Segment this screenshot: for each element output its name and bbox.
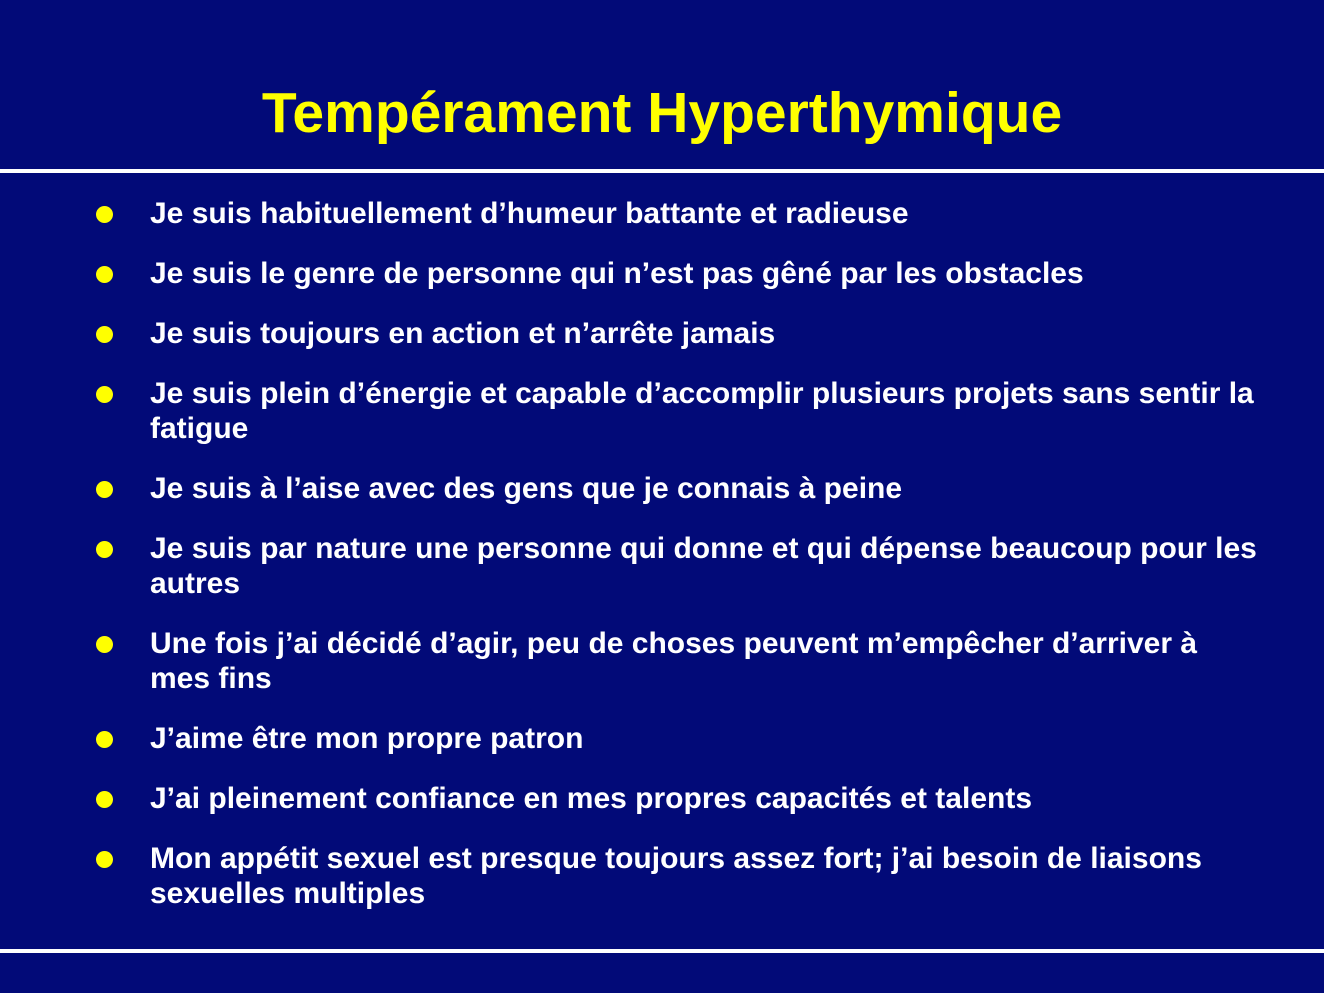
bullet-item (0, 531, 1324, 601)
bullet-item (0, 721, 1324, 756)
bullet-item (0, 471, 1324, 506)
bullet-dot-icon (96, 636, 113, 653)
bullet-text: Je suis toujours en action et n’arrête jamais (150, 317, 776, 350)
bullet-dot-icon (96, 541, 113, 558)
bullet-dot-icon (96, 386, 113, 403)
bullet-text: Je suis le genre de personne qui n’est pas gêné par les obstacles (150, 257, 1084, 290)
top-divider (0, 169, 1324, 173)
bullet-text: Je suis plein d’énergie et capable d’accomplir plusieurs projets sans sentir la fatigue (150, 377, 1254, 445)
bullet-text: J’ai pleinement confiance en mes propres capacités et talents (150, 782, 1032, 815)
bullet-item (0, 626, 1324, 696)
bullet-dot-icon (96, 326, 113, 343)
bullet-text: Je suis habituellement d’humeur battante et radieuse (150, 197, 909, 230)
bullet-text: Je suis à l’aise avec des gens que je connais à peine (150, 472, 903, 505)
bullet-item (0, 256, 1324, 291)
bullet-dot-icon (96, 481, 113, 498)
bullet-dot-icon (96, 266, 113, 283)
bullet-item (0, 376, 1324, 446)
bullet-text: Je suis par nature une personne qui donne et qui dépense beaucoup pour les autres (150, 532, 1257, 600)
bullet-dot-icon (96, 731, 113, 748)
bullet-dot-icon (96, 791, 113, 808)
bottom-divider (0, 949, 1324, 953)
bullet-dot-icon (96, 851, 113, 868)
bullet-item (0, 841, 1324, 911)
bullet-text: Une fois j’ai décidé d’agir, peu de choses peuvent m’empêcher d’arriver à mes fins (150, 627, 1198, 695)
bullet-item (0, 781, 1324, 816)
slide-title: Tempérament Hyperthymique (261, 81, 1063, 145)
bullet-text: Mon appétit sexuel est presque toujours assez fort; j’ai besoin de liaisons sexuelles multiples (150, 842, 1202, 910)
bullet-list (0, 196, 1324, 936)
bullet-item (0, 196, 1324, 231)
bullet-dot-icon (96, 206, 113, 223)
bullet-item (0, 316, 1324, 351)
bullet-text: J’aime être mon propre patron (150, 722, 584, 755)
